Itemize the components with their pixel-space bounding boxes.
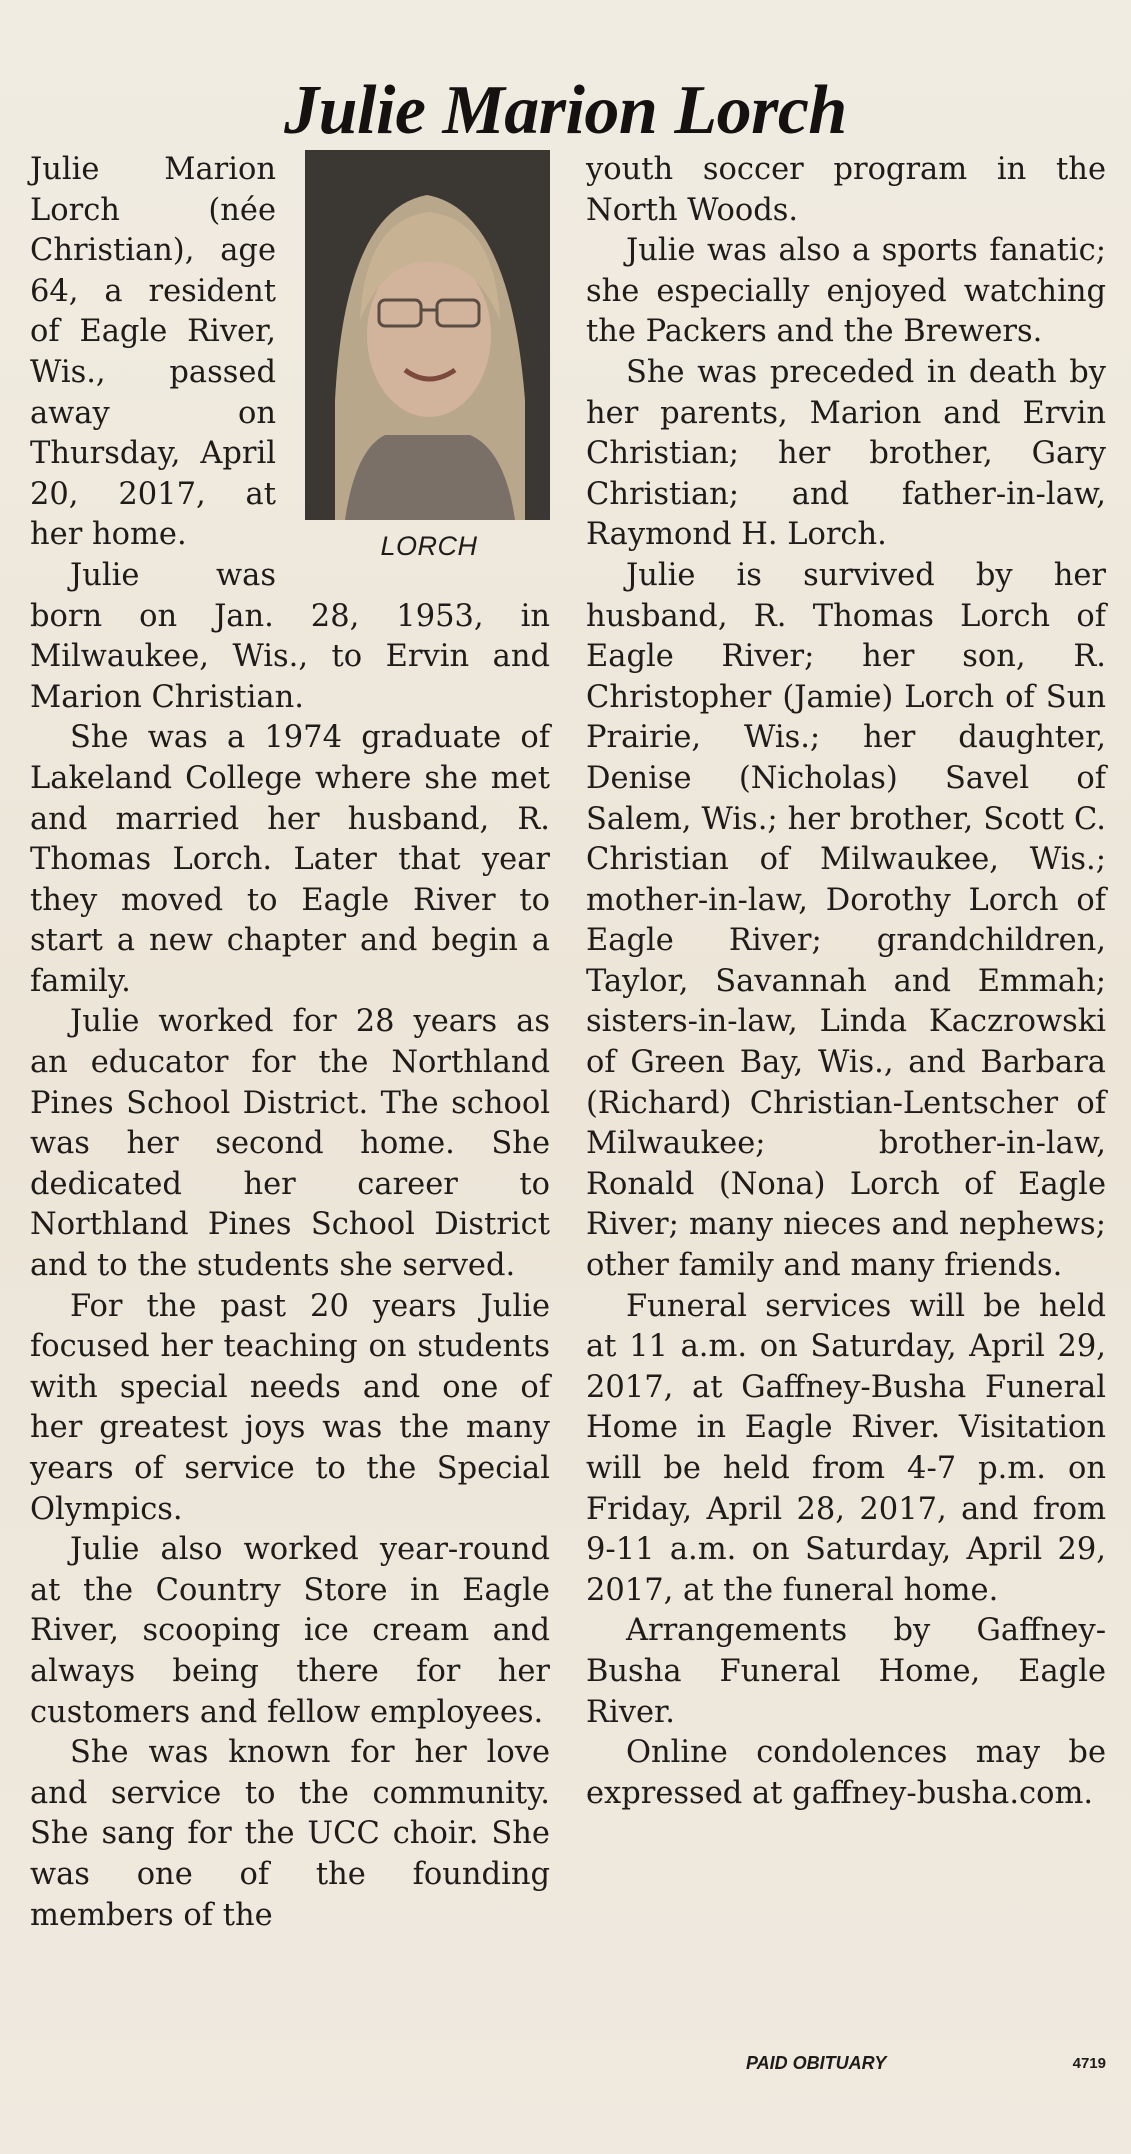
paragraph: Julie was also a sports fanatic; she especially enjoyed watching the Packers and the Brewers. (586, 233, 1106, 350)
paragraph: Julie also worked year-round at the Country Store in Eagle River, scooping ice cream and always being there for her customers and fellow employees. (30, 1532, 550, 1730)
paragraph: She was preceded in death by her parents, Marion and Ervin Christian; her brother, Gary Christian; and father-in-law, Raymond H. Lorch. (586, 354, 1106, 553)
portrait-figure (298, 150, 550, 566)
paragraph: Julie was born on Jan. 28, 1953, in Milwaukee, Wis., to Ervin and Marion Christian. (30, 557, 550, 715)
portrait-photo (305, 150, 550, 520)
paragraph: Arrangements by Gaffney-Busha Funeral Home, Eagle River. (586, 1613, 1106, 1730)
footer (586, 2045, 1106, 2085)
paragraph: Funeral services will be held at 11 a.m. on Saturday, April 29, 2017, at Gaffney-Busha Funeral Home in Eagle River. Visitation will be held from 4-7 p.m. on Friday, April 28, 2017, and from 9-11 a.m. on Saturday, April 29, 2017, at the funeral home. (586, 1288, 1106, 1608)
ad-code: 4719 (1072, 2055, 1106, 2072)
paragraph: She was a 1974 graduate of Lakeland College where she met and married her husband, R. Thomas Lorch. Later that year they moved to Eagle River to start a new chapter and begin a family. (30, 720, 550, 999)
paragraph: Julie is survived by her husband, R. Thomas Lorch of Eagle River; her son, R. Christopher (Jamie) Lorch of Sun Prairie, Wis.; her daughter, Denise (Nicholas) Savel of Salem, Wis.; her brother, Scott C. Christian of Milwaukee, Wis.; mother-in-law, Dorothy Lorch of Eagle River; grandchildren, Taylor, Savannah and Emmah; sisters-in-law, Linda Kaczrowski of Green Bay, Wis., and Barbara (Richard) Christian-Lentscher of Milwaukee; brother-in-law, Ronald (Nona) Lorch of Eagle River; many nieces and nephews; other family and many friends. (586, 557, 1106, 1284)
obituary-title: Julie Marion Lorch (284, 71, 847, 149)
right-column (586, 150, 1106, 1814)
paragraph: youth soccer program in the North Woods. (586, 152, 1106, 228)
paid-obituary-label: PAID OBITUARY (746, 2053, 887, 2073)
paragraph: She was known for her love and service to the community. She sang for the UCC choir. She was one of the founding members of the (30, 1735, 550, 1933)
paragraph: Julie worked for 28 years as an educator for the Northland Pines School District. The school was her second home. She dedicated her career to Northland Pines School District and to the students she served. (30, 1004, 550, 1284)
left-column (30, 150, 550, 1936)
photo-caption: LORCH (380, 531, 478, 561)
paragraph: Online condolences may be expressed at gaffney-busha.com. (586, 1735, 1106, 1811)
paragraph: For the past 20 years Julie focused her teaching on students with special needs and one of her greatest joys was the many years of service to the Special Olympics. (30, 1288, 550, 1527)
paragraph: Julie Marion Lorch (née Christian), age 64, a resident of Eagle River, Wis., passed away on Thursday, April 20, 2017, at her home. (30, 152, 276, 553)
